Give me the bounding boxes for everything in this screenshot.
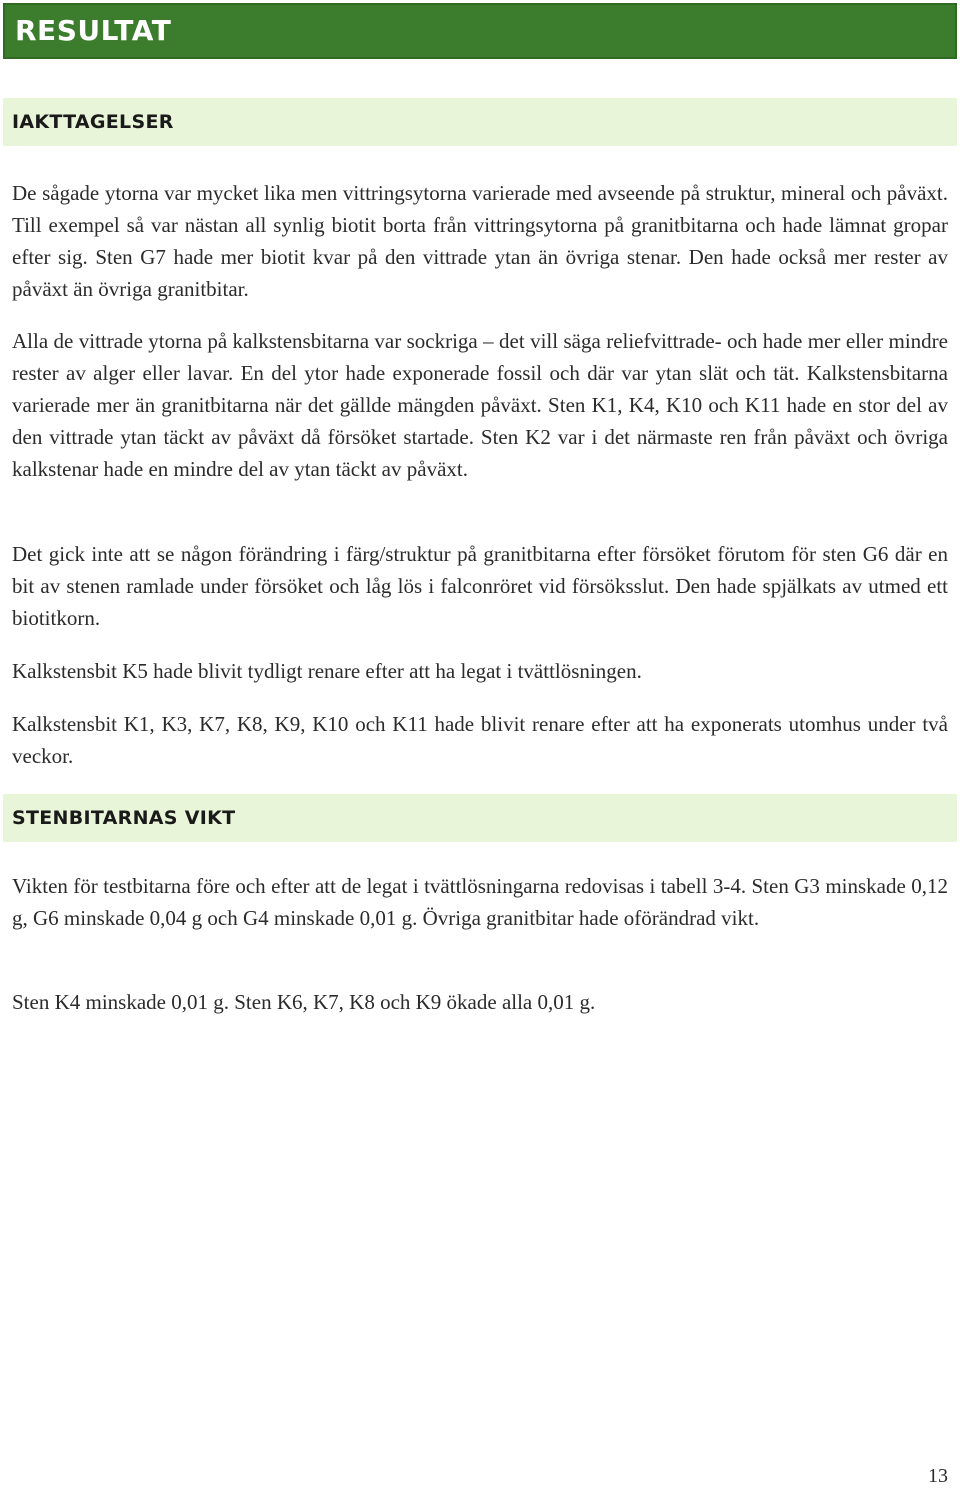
page-heading: RESULTAT [3,3,957,59]
paragraph-surface-observations: De sågade ytorna var mycket lika men vittringsytorna varierade med avseende på struktur, mineral och påväxt. Till exempel så var nästan all synlig biotit borta från vittringsytorna på granitbitarna och hade lämnat gropar efter sig. Sten G7 hade mer biotit kvar på den vittrade ytan än övriga stenar. Den hade också mer rester av påväxt än övriga granitbitar. [12,181,948,301]
paragraph-k5-cleaner: Kalkstensbit K5 hade blivit tydligt renare efter att ha legat i tvättlösningen. [12,659,642,683]
paragraph-outdoor-exposure: Kalkstensbit K1, K3, K7, K8, K9, K10 och K11 hade blivit renare efter att ha exponerats utomhus under två veckor. [12,712,948,768]
section-heading-weights: STENBITARNAS VIKT [3,794,957,842]
paragraph-weight-results: Vikten för testbitarna före och efter att de legat i tvättlösningarna redovisas i tabell 3-4. Sten G3 minskade 0,12 g, G6 minskade 0,04 g och G4 minskade 0,01 g. Övriga granitbitar hade oförändrad vikt. [12,874,948,930]
paragraph-granite-changes: Det gick inte att se någon förändring i färg/struktur på granitbitarna efter försöket förutom för sten G6 där en bit av stenen ramlade under försöket och låg lös i falconröret vid försöksslut. Den hade spjälkats av utmed ett biotitkorn. [12,542,948,630]
section-heading-observations: IAKTTAGELSER [3,98,957,146]
page-number: 13 [928,1465,948,1487]
paragraph-limestone-surfaces: Alla de vittrade ytorna på kalkstensbitarna var sockriga – det vill säga reliefvittrade- och hade mer eller mindre rester av alger eller lavar. En del ytor hade exponerade fossil och där var ytan slät och tät. Kalkstensbitarna varierade mer än granitbitarna när det gällde mängden påväxt. Sten K1, K4, K10 och K11 hade en stor del av den vittrade ytan täckt av påväxt då försöket startade. Sten K2 var i det närmaste ren från påväxt och övriga kalkstenar hade en mindre del av ytan täckt av påväxt. [12,329,948,481]
paragraph-limestone-weights: Sten K4 minskade 0,01 g. Sten K6, K7, K8 och K9 ökade alla 0,01 g. [12,990,596,1014]
